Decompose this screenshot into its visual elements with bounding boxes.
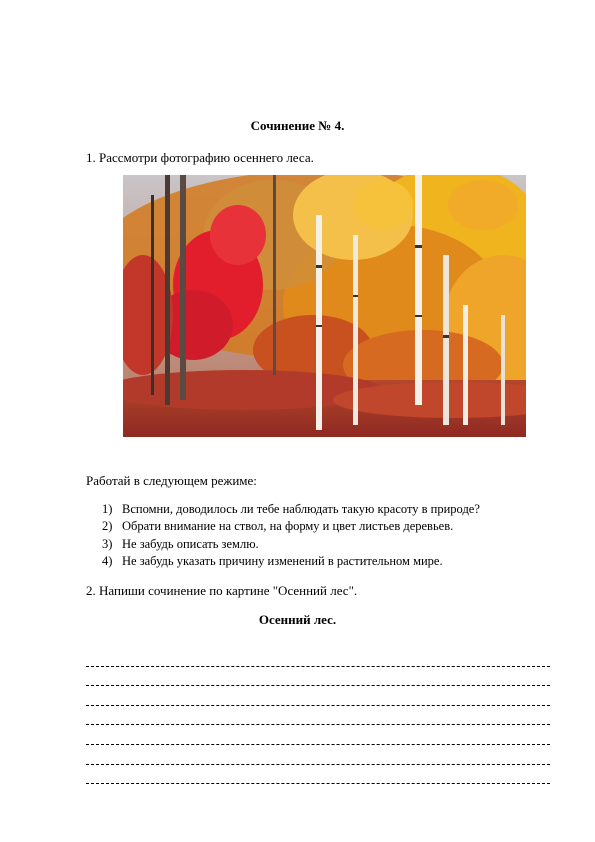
list-item-text: Обрати внимание на ствол, на форму и цвет листьев деревьев. [122,519,454,534]
list-item [102,501,480,518]
writing-line[interactable] [86,706,550,726]
list-item-text: Не забудь описать землю. [122,536,259,551]
essay-title: Осенний лес. [258,612,337,627]
writing-line[interactable] [86,686,550,706]
mode-intro: Работай в следующем режиме: [86,473,257,488]
writing-lines [86,647,550,784]
steps-list [102,501,480,570]
task-2-instruction: 2. Напиши сочинение по картине "Осенний лес". [86,583,358,598]
page-title: Сочинение № 4. [250,118,345,133]
writing-line[interactable] [86,745,550,765]
list-item [102,553,480,570]
list-item-number: 2) [102,519,113,534]
list-item-text: Не забудь указать причину изменений в растительном мире. [122,553,443,568]
writing-line[interactable] [86,647,550,667]
list-item-text: Вспомни, доводилось ли тебе наблюдать такую красоту в природе? [122,502,480,516]
autumn-forest-photo [123,175,526,437]
list-item-number: 3) [102,536,113,551]
list-item-number: 1) [102,502,113,516]
writing-line[interactable] [86,667,550,687]
writing-line[interactable] [86,725,550,745]
list-item [102,536,480,553]
task-1-instruction: 1. Рассмотри фотографию осеннего леса. [86,150,314,165]
writing-line[interactable] [86,765,550,785]
list-item [102,518,480,535]
list-item-number: 4) [102,553,113,568]
